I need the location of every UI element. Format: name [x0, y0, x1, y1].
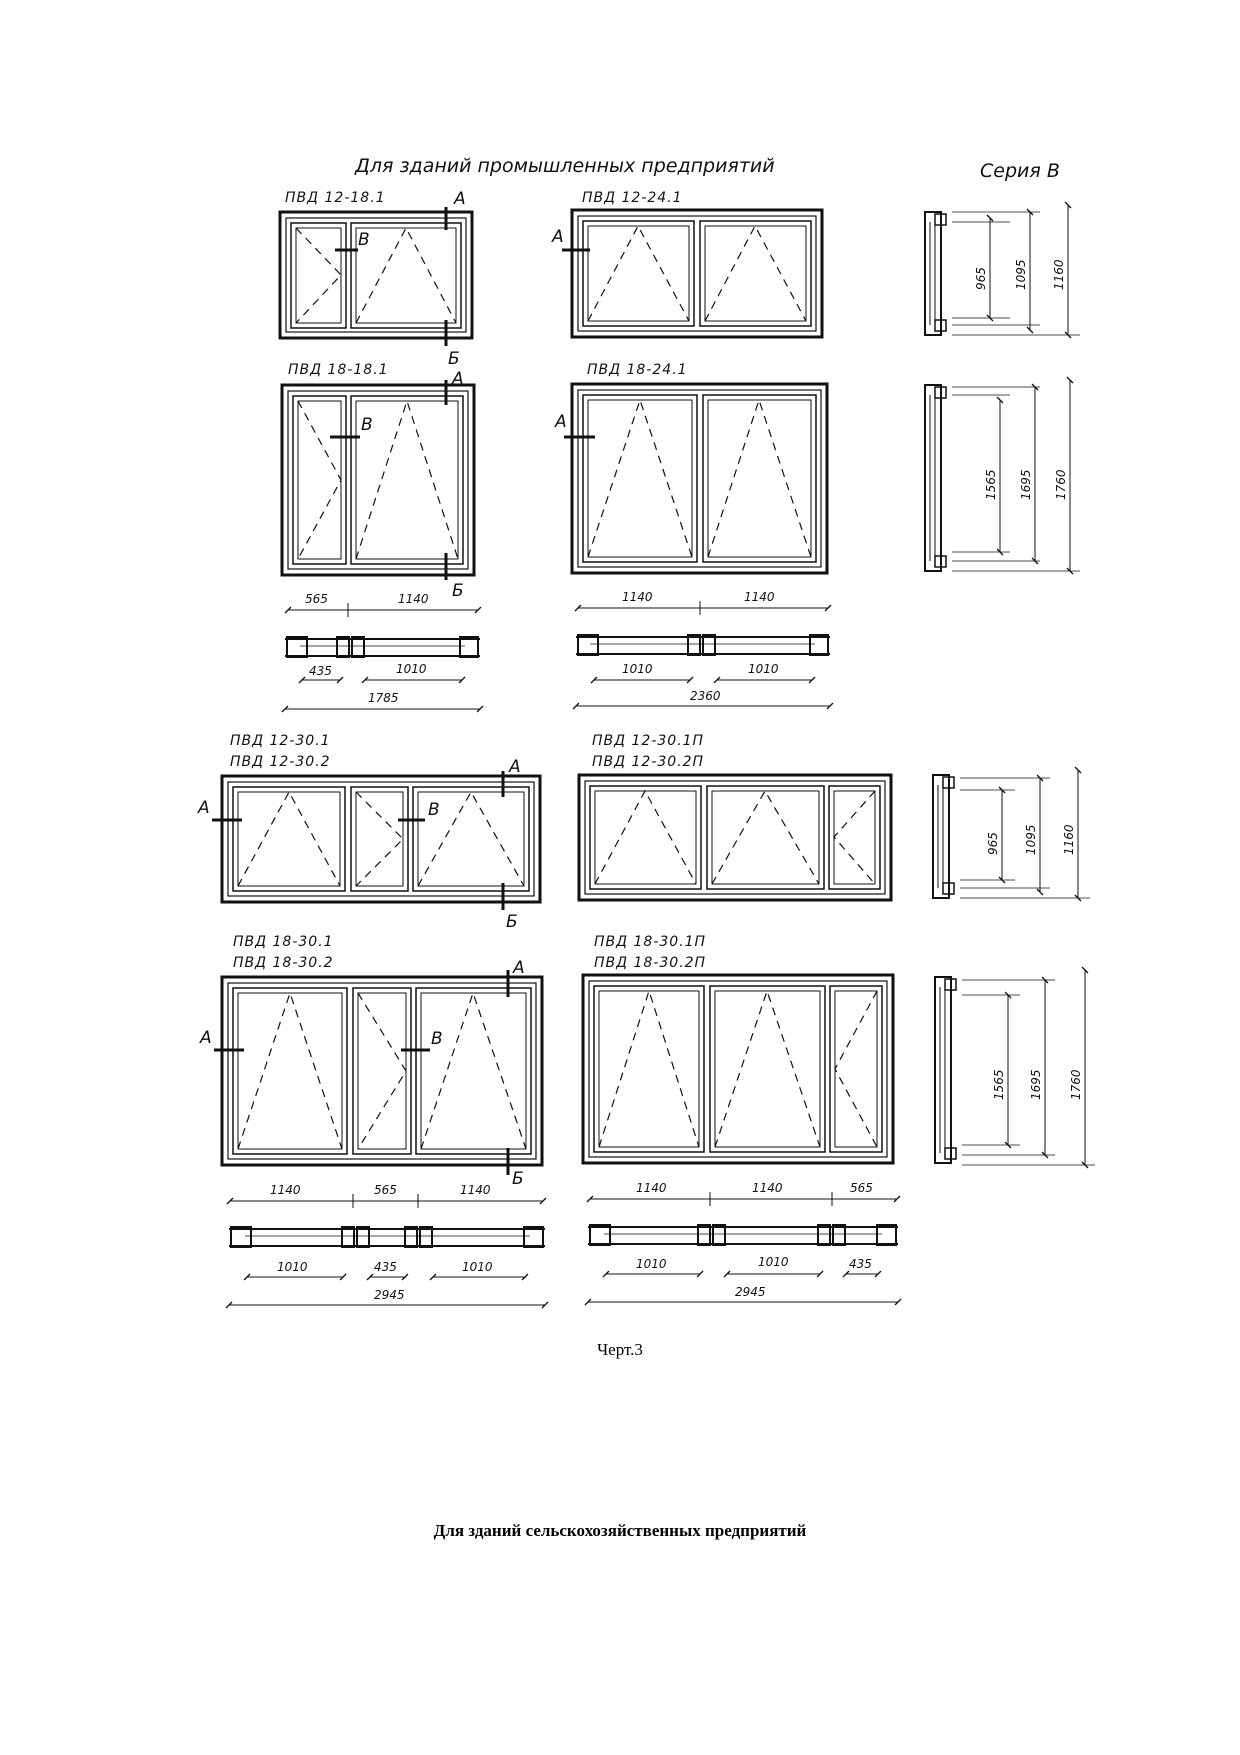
window-label: ПВД 18-30.1П [594, 934, 707, 950]
mark-b: Б [512, 1169, 524, 1189]
dim-inner: 435 [849, 1257, 872, 1271]
section-18-b [935, 970, 1095, 1165]
dim-1160: 1160 [1052, 259, 1066, 290]
mark-a: А [200, 1028, 212, 1048]
window-pvd-12-30 [197, 733, 540, 932]
dim-inner: 435 [309, 664, 332, 678]
window-label: ПВД 12-18.1 [285, 190, 386, 206]
plan-dims-2945-a [229, 1183, 545, 1305]
dim-inner: 1010 [622, 662, 653, 676]
window-pvd-18-24-1 [554, 362, 827, 573]
dim-1760: 1760 [1069, 1069, 1083, 1100]
dim-total: 2360 [690, 689, 721, 703]
plan-dims-1785 [285, 592, 480, 709]
dim-inner: 435 [374, 1260, 397, 1274]
window-pvd-18-18-1 [282, 362, 474, 601]
dim-top: 565 [305, 592, 328, 606]
window-label: ПВД 12-30.2П [592, 754, 705, 770]
window-label: ПВД 18-30.2 [233, 955, 334, 971]
dim-1095: 1095 [1024, 824, 1038, 855]
dim-total: 2945 [374, 1288, 405, 1302]
mark-a: А [555, 412, 567, 432]
window-pvd-12-18-1 [280, 189, 472, 369]
section-18 [925, 380, 1080, 571]
dim-1695: 1695 [1029, 1069, 1043, 1100]
dim-top: 565 [374, 1183, 397, 1197]
dim-top: 1140 [270, 1183, 301, 1197]
dim-1095: 1095 [1014, 259, 1028, 290]
window-label: ПВД 12-30.2 [230, 754, 331, 770]
window-label: ПВД 18-30.2П [594, 955, 707, 971]
mark-b: Б [452, 581, 464, 601]
window-pvd-18-30 [199, 934, 542, 1189]
dim-inner: 1010 [462, 1260, 493, 1274]
window-pvd-18-30-p [583, 934, 893, 1163]
dim-inner: 1010 [396, 662, 427, 676]
dim-top: 1140 [636, 1181, 667, 1195]
dim-top: 1140 [622, 590, 653, 604]
window-label: ПВД 12-30.1 [230, 733, 331, 749]
dim-total: 1785 [368, 691, 399, 705]
plan-dims-2360 [576, 590, 830, 706]
dim-1160: 1160 [1062, 824, 1076, 855]
mark-v: В [361, 415, 373, 435]
mark-b: Б [506, 912, 518, 932]
dim-inner: 1010 [748, 662, 779, 676]
dim-top: 1140 [398, 592, 429, 606]
dim-1565: 1565 [992, 1069, 1006, 1100]
section-12 [925, 205, 1080, 335]
section-12-b [933, 770, 1090, 898]
mark-a: А [552, 227, 564, 247]
series-label: Серия В [980, 160, 1060, 182]
mark-v: В [358, 230, 370, 250]
mark-a: А [509, 757, 521, 777]
dim-total: 2945 [735, 1285, 766, 1299]
dim-inner: 1010 [277, 1260, 308, 1274]
dim-965: 965 [974, 267, 988, 290]
dim-top: 565 [850, 1181, 873, 1195]
window-label: ПВД 18-18.1 [288, 362, 389, 378]
window-pvd-12-24-1 [551, 190, 822, 337]
window-label: ПВД 12-24.1 [582, 190, 683, 206]
window-pvd-12-30-p [579, 733, 891, 900]
mark-a: А [198, 798, 210, 818]
drawing-title: Для зданий промышленных предприятий [355, 155, 775, 177]
window-label: ПВД 12-30.1П [592, 733, 705, 749]
mark-a: А [452, 369, 464, 389]
window-label: ПВД 18-24.1 [587, 362, 688, 378]
section-heading: Для зданий сельскохозяйственных предприятий [433, 1521, 807, 1540]
mark-a: А [513, 958, 525, 978]
dim-1760: 1760 [1054, 469, 1068, 500]
dim-965: 965 [986, 832, 1000, 855]
mark-a: А [454, 189, 466, 209]
mark-v: В [428, 800, 440, 820]
dim-top: 1140 [744, 590, 775, 604]
plan-dims-2945-b [588, 1181, 898, 1302]
mark-b: Б [448, 349, 460, 369]
window-label: ПВД 18-30.1 [233, 934, 334, 950]
dim-inner: 1010 [758, 1255, 789, 1269]
dim-top: 1140 [460, 1183, 491, 1197]
dim-1695: 1695 [1019, 469, 1033, 500]
mark-v: В [431, 1029, 443, 1049]
dim-1565: 1565 [984, 469, 998, 500]
dim-inner: 1010 [636, 1257, 667, 1271]
dim-top: 1140 [752, 1181, 783, 1195]
figure-caption: Черт.3 [597, 1340, 643, 1359]
